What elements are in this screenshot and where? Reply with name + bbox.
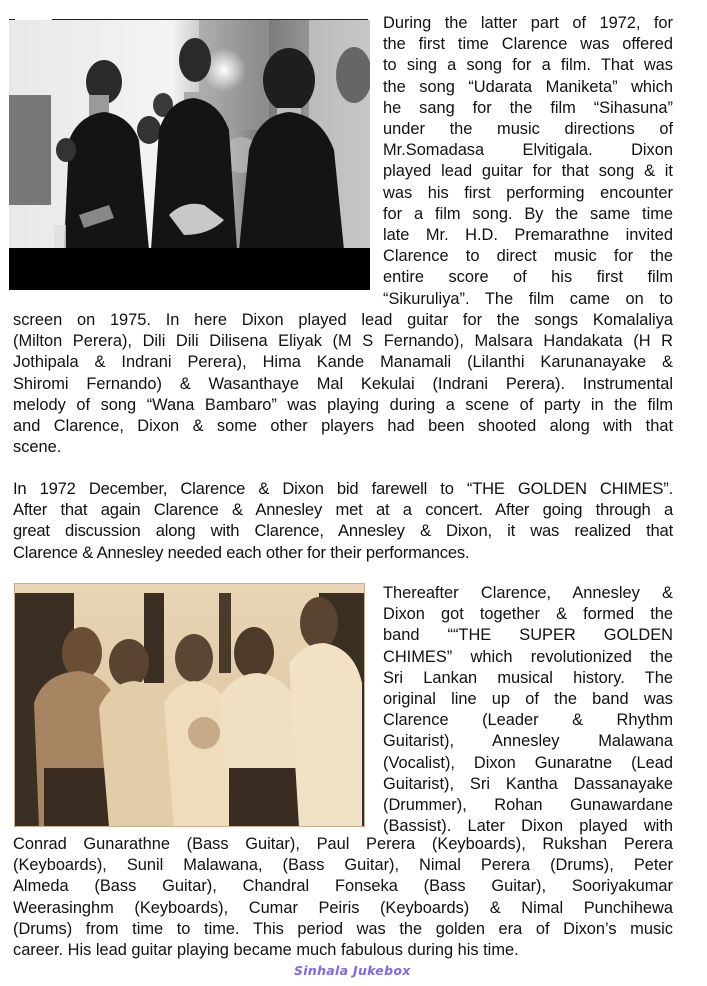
text-line: melody of song “Wana Bambaro” was playing during a scene of party in the film [13, 395, 673, 414]
text-line: Clarence & Annesley needed each other for their performances. [13, 542, 470, 562]
text-line: (Drummer), Rohan Gunawardane [383, 796, 673, 815]
band-group-photo [14, 583, 365, 827]
text-line: (Vocalist), Dixon Gunaratne (Lead [383, 753, 673, 772]
text-line: (Drums) from time to time. This period was the golden era of Dixon’s music [13, 919, 673, 938]
text-line: entire score of his first film [383, 268, 673, 287]
text-line: was his first performing encounter [383, 183, 673, 202]
text-line: Conrad Gunarathne (Bass Guitar), Paul Perera (Keyboards), Rukshan Perera [13, 835, 673, 853]
text-line: (Milton Perera), Dili Dili Dilisena Eliyak (M S Fernando), Malsara Handakata (H R [13, 332, 673, 351]
paragraph-golden-chimes-farewell [13, 478, 673, 563]
text-line: During the latter part of 1972, for [383, 14, 673, 32]
text-line: Clarence to direct music for the [383, 247, 673, 266]
concert-stage-photo [9, 20, 370, 290]
text-line: Almeda (Bass Guitar), Chandral Fonseka (Bass Guitar), Sooriyakumar [13, 877, 673, 896]
text-line: (Bassist). Later Dixon played with [383, 817, 673, 836]
paragraph-film-career-continued [13, 310, 673, 458]
text-line: Mr.Somadasa Elvitigala. Dixon [383, 141, 673, 160]
paragraph-later-lineup [13, 834, 673, 961]
text-line: the song “Udarata Maniketa” which [383, 77, 673, 96]
text-line: After that again Clarence & Annesley met at a concert. After going through a [13, 500, 673, 520]
text-line: under the music directions of [383, 120, 673, 139]
text-line: scene. [13, 438, 62, 457]
text-line: Weerasinghm (Keyboards), Cumar Peiris (Keyboards) & Nimal Punchihewa [13, 898, 673, 917]
text-line: Guitarist), Annesley Malawana [383, 732, 673, 751]
text-line: (Keyboards), Sunil Malawana, (Bass Guitar), Nimal Perera (Drums), Peter [13, 856, 673, 875]
text-line: great discussion along with Clarence, Annesley & Dixon, it was realized that [13, 521, 673, 541]
text-line: “Sikuruliya”. The film came on to [383, 289, 673, 308]
text-line: Shiromi Fernando) & Wasanthaye Mal Kekulai (Indrani Perera). Instrumental [13, 374, 673, 393]
text-line: band ““THE SUPER GOLDEN [383, 626, 673, 645]
text-line: Thereafter Clarence, Annesley & [383, 584, 673, 602]
text-line: CHIMES” which revolutionized the [383, 647, 673, 666]
text-line: Dixon got together & formed the [383, 605, 673, 624]
text-line: played lead guitar for that song & it [383, 162, 673, 181]
text-line: In 1972 December, Clarence & Dixon bid farewell to “THE GOLDEN CHIMES”. [13, 479, 673, 498]
text-line: career. His lead guitar playing became much fabulous during his time. [13, 941, 519, 960]
text-line: original line up of the band was [383, 690, 673, 709]
watermark: Sinhala Jukebox [294, 963, 411, 978]
text-line: for a film song. By the same time [383, 204, 673, 223]
text-line: Sri Lankan musical history. The [383, 668, 673, 687]
text-line: Jothipala & Indrani Perera), Hima Kande Manamali (Lilanthi Karunanayake & [13, 353, 673, 372]
text-line: Guitarist), Sri Kantha Dassanayake [383, 774, 673, 793]
text-line: to sing a song for a film. That was [383, 56, 673, 75]
text-line: late Mr. H.D. Premarathne invited [383, 226, 673, 245]
text-line: he sang for the film “Sihasuna” [383, 98, 673, 117]
paragraph-film-career-intro [383, 13, 673, 310]
paragraph-super-golden-chimes [383, 583, 673, 837]
text-line: and Clarence, Dixon & some other players had been shooted along with that [13, 417, 673, 436]
text-line: screen on 1975. In here Dixon played lead guitar for the songs Komalaliya [13, 311, 673, 329]
text-line: Clarence (Leader & Rhythm [383, 711, 673, 730]
text-line: the first time Clarence was offered [383, 35, 673, 54]
